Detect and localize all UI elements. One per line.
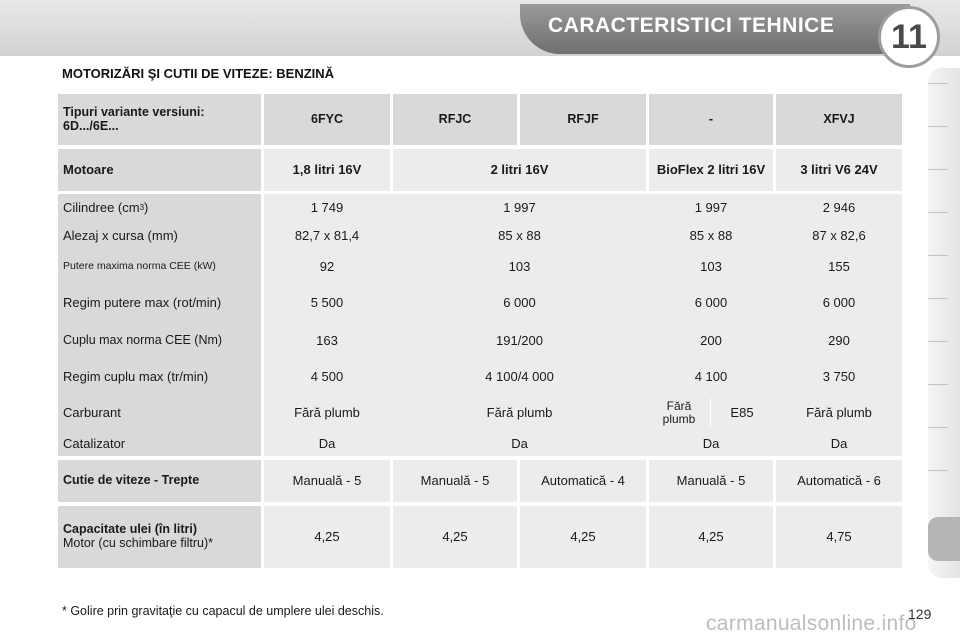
motor-cell: 3 litri V6 24V (776, 149, 902, 191)
spec-value: 191/200 (496, 332, 543, 348)
spec-value: 6 000 (503, 294, 536, 310)
watermark: carmanualsonline.info (706, 612, 917, 635)
rail-tick (928, 126, 948, 127)
rail-tick (928, 298, 948, 299)
oil-label-cell (58, 506, 261, 568)
chapter-rail (928, 68, 960, 578)
spec-value: Da (511, 435, 528, 451)
spec-value: Fără plumb (806, 404, 872, 420)
version-cell: XFVJ (776, 94, 902, 145)
gearbox-cell: Manuală - 5 (264, 460, 390, 502)
oil-cell: 4,25 (649, 506, 773, 568)
gearbox-cell: Manuală - 5 (649, 460, 773, 502)
spec-value: 1 997 (503, 199, 536, 215)
spec-label-carburant: Carburant (63, 404, 121, 420)
spec-value: 1 749 (310, 199, 344, 215)
gearbox-cell: Automatică - 4 (520, 460, 646, 502)
page-title: CARACTERISTICI TEHNICE (548, 14, 835, 37)
spec-value: 5 500 (310, 294, 344, 310)
spec-label-putere: Putere maxima norma CEE (kW) (63, 260, 216, 273)
spec-value: Da (318, 435, 336, 451)
spec-value: 92 (319, 258, 335, 274)
section-title: MOTORIZĂRI ŞI CUTII DE VITEZE: BENZINĂ (62, 66, 335, 81)
spec-value: 87 x 82,6 (812, 227, 866, 243)
rail-tick (928, 427, 948, 428)
rail-tick (928, 255, 948, 256)
gearbox-label-cell: Cutie de viteze - Trepte (58, 460, 261, 502)
oil-cell: 4,25 (264, 506, 390, 568)
spec-value: 200 (700, 332, 722, 348)
spec-value: Fără plumb (486, 404, 553, 420)
rail-tick (928, 470, 948, 471)
spec-value: 4 100 (694, 368, 728, 384)
spec-value: Da (830, 435, 848, 451)
spec-value: 1 997 (694, 199, 728, 215)
gearbox-cell: Automatică - 6 (776, 460, 902, 502)
spec-value: 155 (828, 258, 850, 274)
spec-value: 4 100/4 000 (485, 368, 554, 384)
motor-cell: BioFlex 2 litri 16V (649, 149, 773, 191)
spec-label-catalizator: Catalizator (63, 435, 126, 451)
version-cell: - (649, 94, 773, 145)
spec-label-alezaj: Alezaj x cursa (mm) (63, 227, 178, 243)
spec-value: 4 500 (310, 368, 344, 384)
spec-label-cuplu: Cuplu max norma CEE (Nm) (63, 333, 223, 348)
chapter-tab-active[interactable] (928, 517, 960, 561)
spec-value: 163 (316, 332, 338, 348)
spec-value: Fără plumb (294, 404, 360, 420)
oil-label-title: Capacitate ulei (în litri) (63, 522, 198, 537)
rail-tick (928, 384, 948, 385)
spec-value: 85 x 88 (498, 227, 541, 243)
gearbox-cell: Manuală - 5 (393, 460, 517, 502)
oil-cell: 4,25 (393, 506, 517, 568)
spec-value: Fără plumb (662, 398, 696, 426)
spec-value: 2 946 (822, 199, 856, 215)
spec-value: 3 750 (822, 368, 856, 384)
rail-tick (928, 212, 948, 213)
spec-value: 6 000 (822, 294, 856, 310)
motor-label-cell: Motoare (58, 149, 261, 191)
spec-value: 82,7 x 81,4 (294, 227, 360, 243)
spec-value: Da (702, 435, 720, 451)
spec-value: 103 (700, 258, 722, 274)
spec-value: E85 (730, 404, 754, 420)
spec-value: 6 000 (694, 294, 728, 310)
version-cell: RFJC (393, 94, 517, 145)
spec-value: 103 (508, 258, 531, 274)
spec-label-cilindree: Cilindree (cm 3 ) (63, 199, 149, 215)
oil-label-subtitle: Motor (cu schimbare filtru)* (63, 536, 214, 550)
spec-label-regim-cuplu: Regim cuplu max (tr/min) (63, 368, 209, 384)
motor-cell: 2 litri 16V (393, 149, 646, 191)
motor-cell: 1,8 litri 16V (264, 149, 390, 191)
versions-label-cell: Tipuri variante versiuni: 6D.../6E... (58, 94, 261, 145)
spec-value: 85 x 88 (689, 227, 733, 243)
page-number: 129 (908, 606, 932, 622)
version-cell: RFJF (520, 94, 646, 145)
spec-label-regim-putere: Regim putere max (rot/min) (63, 294, 222, 310)
footnote: * Golire prin gravitaţie cu capacul de umplere ulei deschis. (62, 604, 384, 618)
oil-cell: 4,75 (776, 506, 902, 568)
version-cell: 6FYC (264, 94, 390, 145)
chapter-number-badge: 11 (878, 6, 940, 68)
rail-tick (928, 83, 948, 84)
oil-cell: 4,25 (520, 506, 646, 568)
rail-tick (928, 169, 948, 170)
spec-value: 290 (828, 332, 850, 348)
rail-tick (928, 341, 948, 342)
